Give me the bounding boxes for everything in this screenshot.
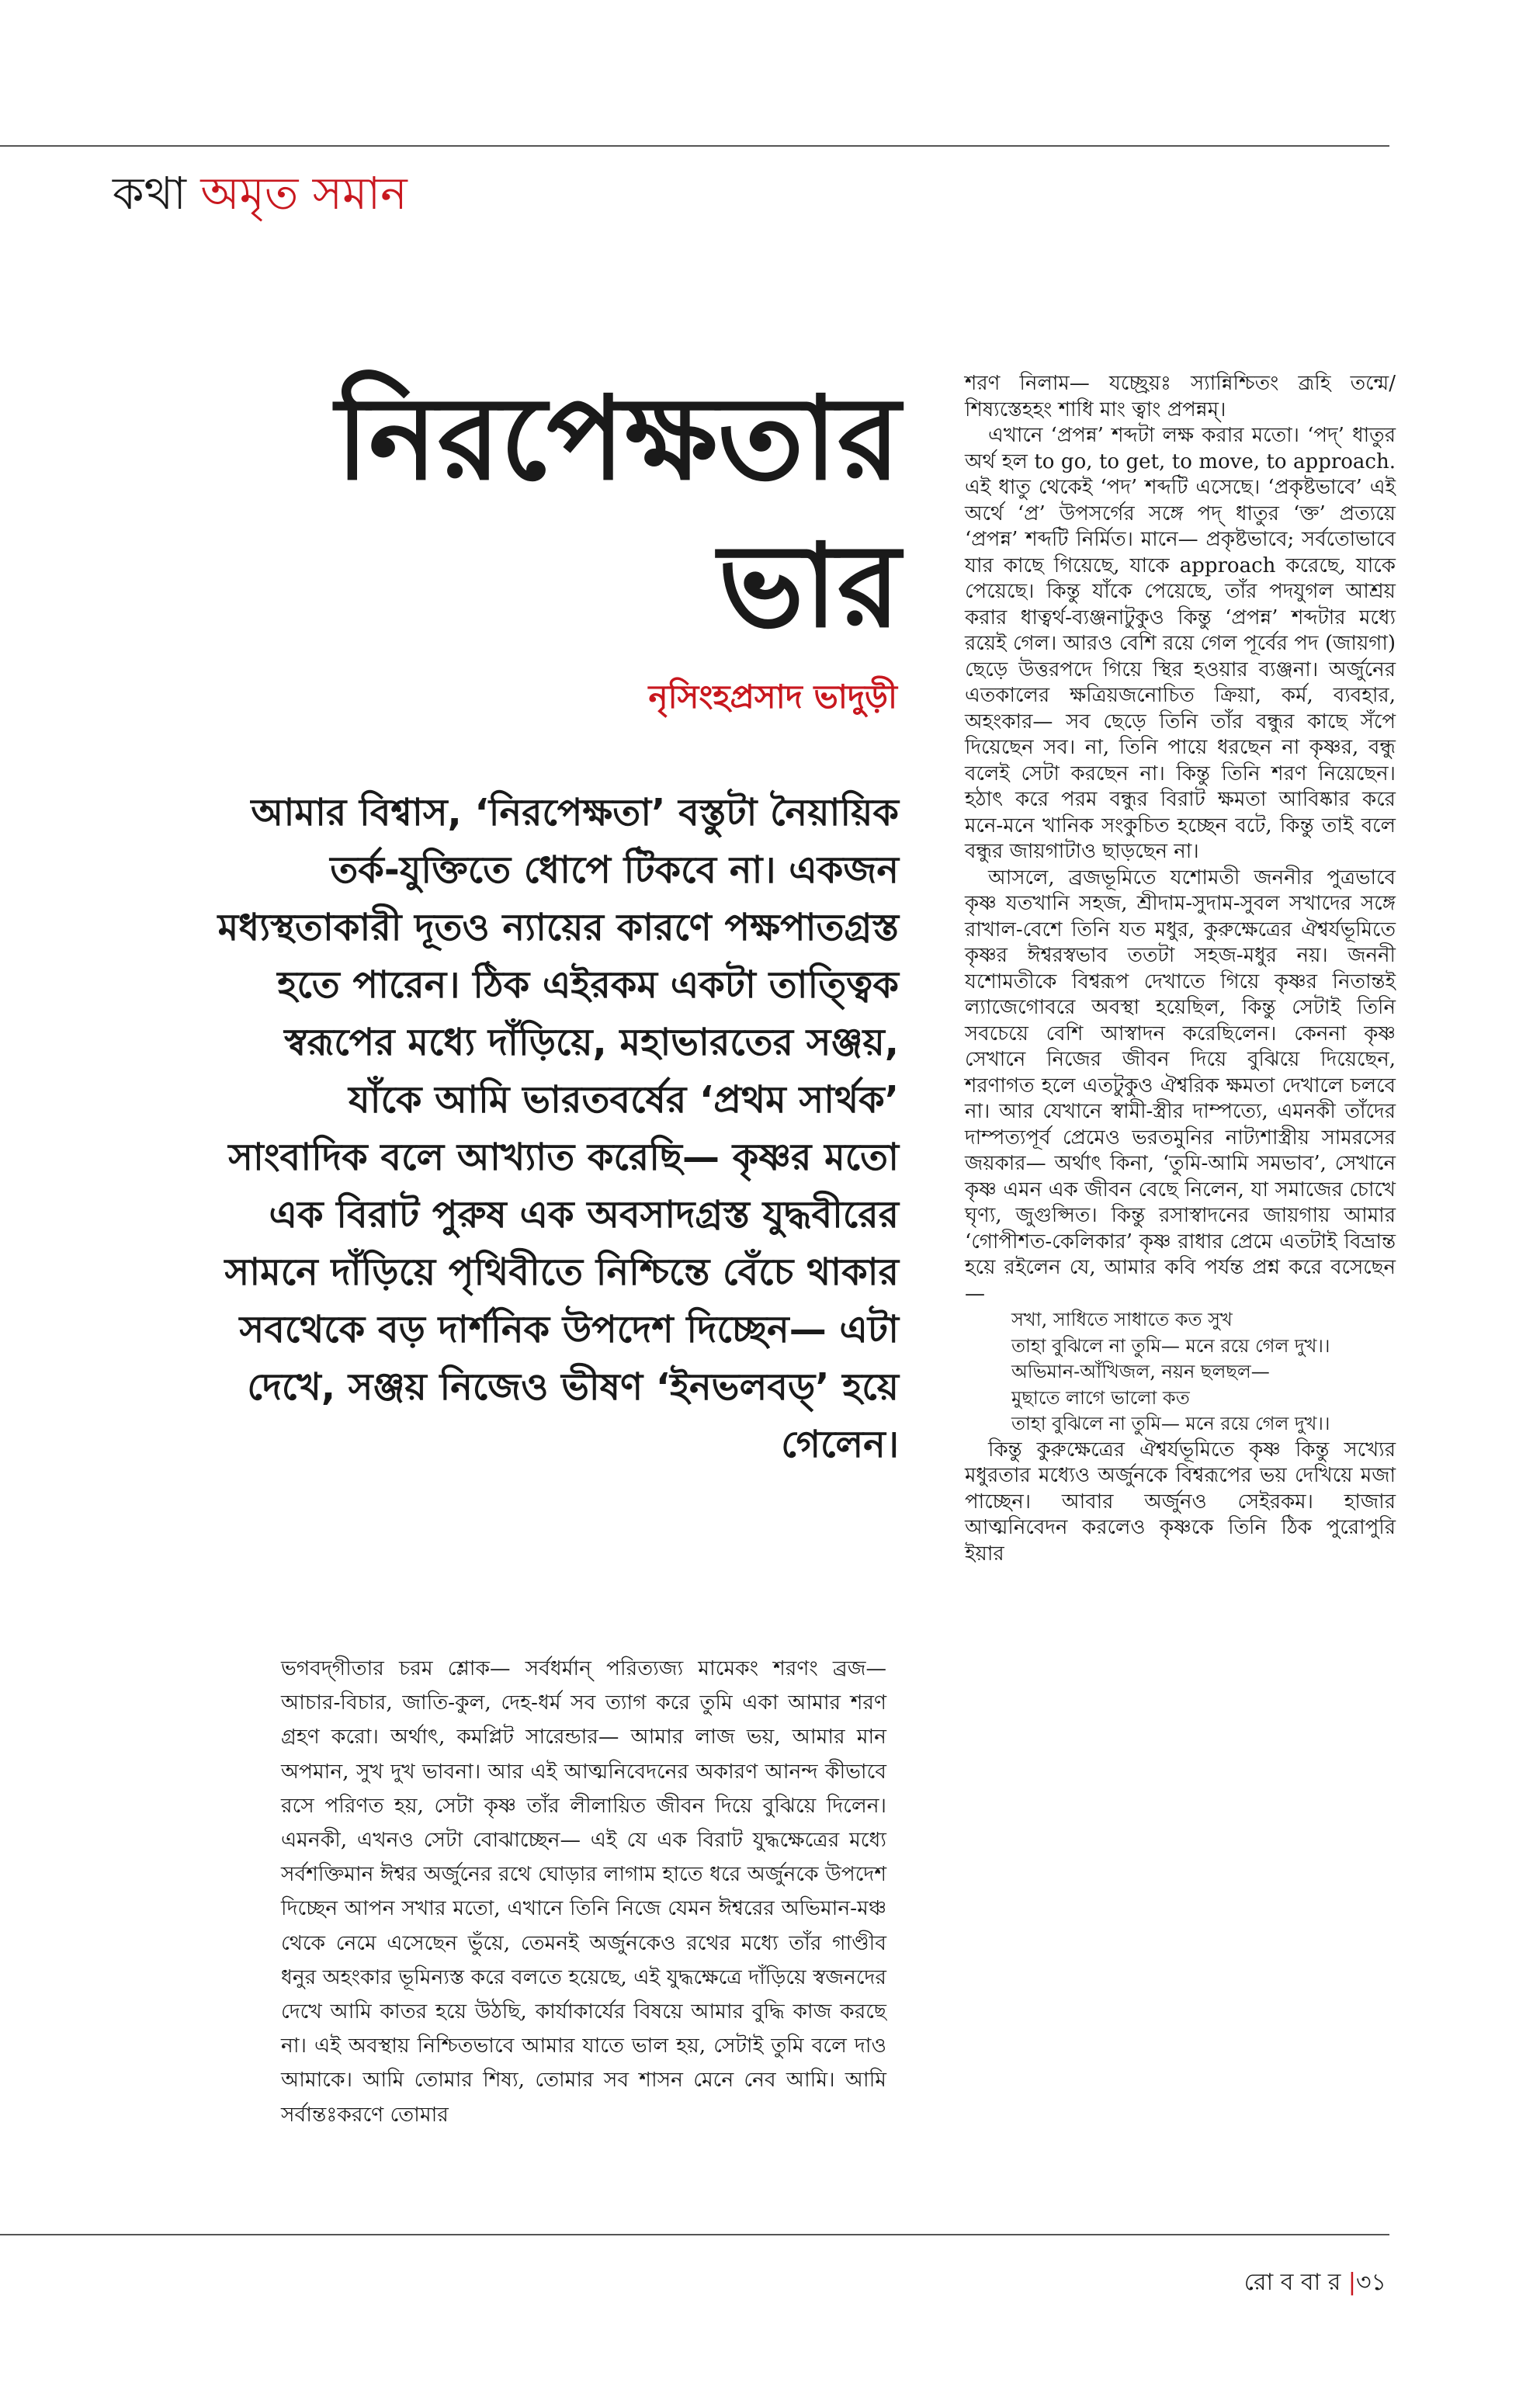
title-line-1: নিরপেক্ষতার xyxy=(335,372,900,505)
top-rule xyxy=(0,145,1389,147)
paragraph: এখানে ‘প্রপন্ন’ শব্দটা লক্ষ করার মতো। ‘পদ্’ ধাতুর অর্থ হল to go, to get, to move, to approach. এই ধাতু থেকেই ‘পদ’ শব্দটি এসেছে। ‘প্রকৃষ্টভাবে’ এই অর্থে ‘প্র’ উপসর্গের সঙ্গে পদ্ ধাতুর ‘ক্ত’ প্রত্যয়ে ‘প্রপন্ন’ শব্দটি নির্মিত। মানে— প্রকৃষ্টভাবে; সর্বতোভাবে যার কাছে গিয়েছে, যাকে approach করেছে, যাকে পেয়েছে। কিন্তু যাঁকে পেয়েছে, তাঁর পদযুগল আশ্রয় করার ধাত্বর্থ-ব্যঞ্জনাটুকুও কিন্তু ‘প্রপন্ন’ শব্দটার মধ্যে রয়েই গেল। আরও বেশি রয়ে গেল পূর্বের পদ (জায়গা) ছেড়ে উত্তরপদে গিয়ে স্থির হওয়ার ব্যঞ্জনা। অর্জুনের এতকালের ক্ষত্রিয়জনোচিত ক্রিয়া, কর্ম, ব্যবহার, অহংকার— সব ছেড়ে তিনি তাঁর বন্ধুর কাছে সঁপে দিয়েছেন সব। না, তিনি পায়ে ধরছেন না কৃষ্ণর, বন্ধু বলেই সেটা করছেন না। কিন্তু তিনি শরণ নিয়েছেন। হঠাৎ করে পরম বন্ধুর বিরাট ক্ষমতা আবিষ্কার করে মনে-মনে খানিক সংকুচিত হচ্ছেন বটে, কিন্তু তাই বলে বন্ধুর জায়গাটাও ছাড়ছেন না। xyxy=(965,424,1396,863)
title-line-2: ভার xyxy=(718,519,900,653)
section-accent: অমৃত সমান xyxy=(200,167,408,220)
verse-line: তাহা বুঝিলে না তুমি— মনে রয়ে গেল দুখ।। xyxy=(1011,1413,1330,1434)
verse-line: অভিমান-আঁখিজল, নয়ন ছলছল— xyxy=(1011,1361,1270,1382)
author-byline: নৃসিংহপ্রসাদ ভাদুড়ী xyxy=(648,678,897,716)
page-number: ৩১ xyxy=(1356,2269,1386,2296)
paragraph: কিন্তু কুরুক্ষেত্রের ঐশ্বর্যভূমিতে কৃষ্ণ কিন্তু সখ্যের মধুরতার মধ্যেও অর্জুনকে বিশ্বরূপের ভয় দেখিয়ে মজা পাচ্ছেন। আবার অর্জুনও সেইরকম। হাজার আত্মনিবেদন করলেও কৃষ্ণকে তিনি ঠিক পুরোপুরি ইয়ার xyxy=(965,1438,1396,1566)
verse-line: তাহা বুঝিলে না তুমি— মনে রয়ে গেল দুখ।। xyxy=(1011,1334,1330,1357)
verse-block xyxy=(965,1307,1396,1438)
section-prefix: কথা xyxy=(113,167,186,220)
verse-line: মুছাতে লাগে ভালো কত xyxy=(1011,1386,1190,1409)
body-text-left: ভগবদ্‌গীতার চরম শ্লোক— সর্বধর্মান্ পরিত্যজ্য মামেকং শরণং ব্রজ— আচার-বিচার, জাতি-কুল, দেহ-ধর্ম সব ত্যাগ করে তুমি একা আমার শরণ গ্রহণ করো। অর্থাৎ, কমপ্লিট সারেন্ডার— আমার লাজ ভয়, আমার মান অপমান, সুখ দুখ ভাবনা। আর এই আত্মনিবেদনের অকারণ আনন্দ কীভাবে রসে পরিণত হয়, সেটা কৃষ্ণ তাঁর লীলায়িত জীবন দিয়ে বুঝিয়ে দিলেন। এমনকী, এখনও সেটা বোঝাচ্ছেন— এই যে এক বিরাট যুদ্ধক্ষেত্রের মধ্যে সর্বশক্তিমান ঈশ্বর অর্জুনের রথে ঘোড়ার লাগাম হাতে ধরে অর্জুনকে উপদেশ দিচ্ছেন আপন সখার মতো, এখানে তিনি নিজে যেমন ঈশ্বরের অভিমান-মঞ্চ থেকে নেমে এসেছেন ভুঁয়ে, তেমনই অর্জুনকেও রথের মধ্যে তাঁর গাণ্ডীব ধনুর অহংকার ভূমিন্যস্ত করে বলতে হয়েছে, এই যুদ্ধক্ষেত্রে দাঁড়িয়ে স্বজনদের দেখে আমি কাতর হয়ে উঠছি, কার্যাকার্যের বিষয়ে আমার বুদ্ধি কাজ করছে না। এই অবস্থায় নিশ্চিতভাবে আমার যাতে ভাল হয়, সেটাই তুমি বলে দাও আমাকে। আমি তোমার শিষ্য, তোমার সব শাসন মেনে নেব আমি। আমি সর্বান্তঃকরণে তোমার xyxy=(281,1656,886,2127)
magazine-name: রো ব বা র xyxy=(1243,2269,1341,2296)
pull-quote: আমার বিশ্বাস, ‘নিরপেক্ষতা’ বস্তুটা নৈয়ায়িক তর্ক-যুক্তিতে ধোপে টিকবে না। একজন মধ্যস্থতাকারী দূতও ন্যায়ের কারণে পক্ষপাতগ্রস্ত হতে পারেন। ঠিক এইরকম একটা তাত্ত্বিক স্বরূপের মধ্যে দাঁড়িয়ে, মহাভারতের সঞ্জয়, যাঁকে আমি ভারতবর্ষের ‘প্রথম সার্থক’ সাংবাদিক বলে আখ্যাত করেছি— কৃষ্ণর মতো এক বিরাট পুরুষ এক অবসাদগ্রস্ত যুদ্ধবীরের সামনে দাঁড়িয়ে পৃথিবীতে নিশ্চিন্তে বেঁচে থাকার সবথেকে বড় দার্শনিক উপদেশ দিচ্ছেন— এটা দেখে, সঞ্জয় নিজেও ভীষণ ‘ইনভলবড্’ হয়ে গেলেন। xyxy=(217,791,899,1466)
bottom-rule xyxy=(0,2234,1389,2235)
footer-separator: | xyxy=(1348,2269,1357,2296)
paragraph: শরণ নিলাম— যচ্ছ্রেয়ঃ স্যান্নিশ্চিতং ব্রূহি তন্মে/ শিষ্যস্তেহহং শাধি মাং ত্বাং প্রপন্নম্। xyxy=(965,372,1396,421)
paragraph: আসলে, ব্রজভূমিতে যশোমতী জননীর পুত্রভাবে কৃষ্ণ যতখানি সহজ, শ্রীদাম-সুদাম-সুবল সখাদের সঙ্গে রাখাল-বেশে তিনি যত মধুর, কুরুক্ষেত্রের ঐশ্বর্যভূমিতে কৃষ্ণর ঈশ্বরস্বভাব ততটা সহজ-মধুর নয়। জননী যশোমতীকে বিশ্বরূপ দেখাতে গিয়ে কৃষ্ণর নিতান্তই ল্যাজেগোবরে অবস্থা হয়েছিল, কিন্তু সেটাই তিনি সবচেয়ে বেশি আস্বাদন করেছিলেন। কেননা কৃষ্ণ সেখানে নিজের জীবন দিয়ে বুঝিয়ে দিয়েছেন, শরণাগত হলে এতটুকুও ঐশ্বরিক ক্ষমতা দেখালে চলবে না। আর যেখানে স্বামী-স্ত্রীর দাম্পত্যে, এমনকী তাঁদের দাম্পত্যপূর্ব প্রেমেও ভরতমুনির নাট্যশাস্ত্রীয় সামরসের জয়কার— অর্থাৎ কিনা, ‘তুমি-আমি সমভাব’, সেখানে কৃষ্ণ এমন এক জীবন বেছে নিলেন, যা সমাজের চোখে ঘৃণ্য, জুগুপ্সিত। কিন্তু রসাস্বাদনের জায়গায় আমার ‘গোপীশত-কেলিকার’ কৃষ্ণ রাধার প্রেমে এতটাই বিভ্রান্ত হয়ে রইলেন যে, আমার কবি পর্যন্ত প্রশ্ন করে বসেছেন— xyxy=(965,865,1396,1306)
page-footer xyxy=(1244,2263,1386,2303)
section-label xyxy=(113,159,408,234)
body-column-right xyxy=(965,371,1396,1567)
article-title xyxy=(233,365,900,660)
verse-line: সখা, সাধিতে সাধাতে কত সুখ xyxy=(1011,1309,1233,1330)
